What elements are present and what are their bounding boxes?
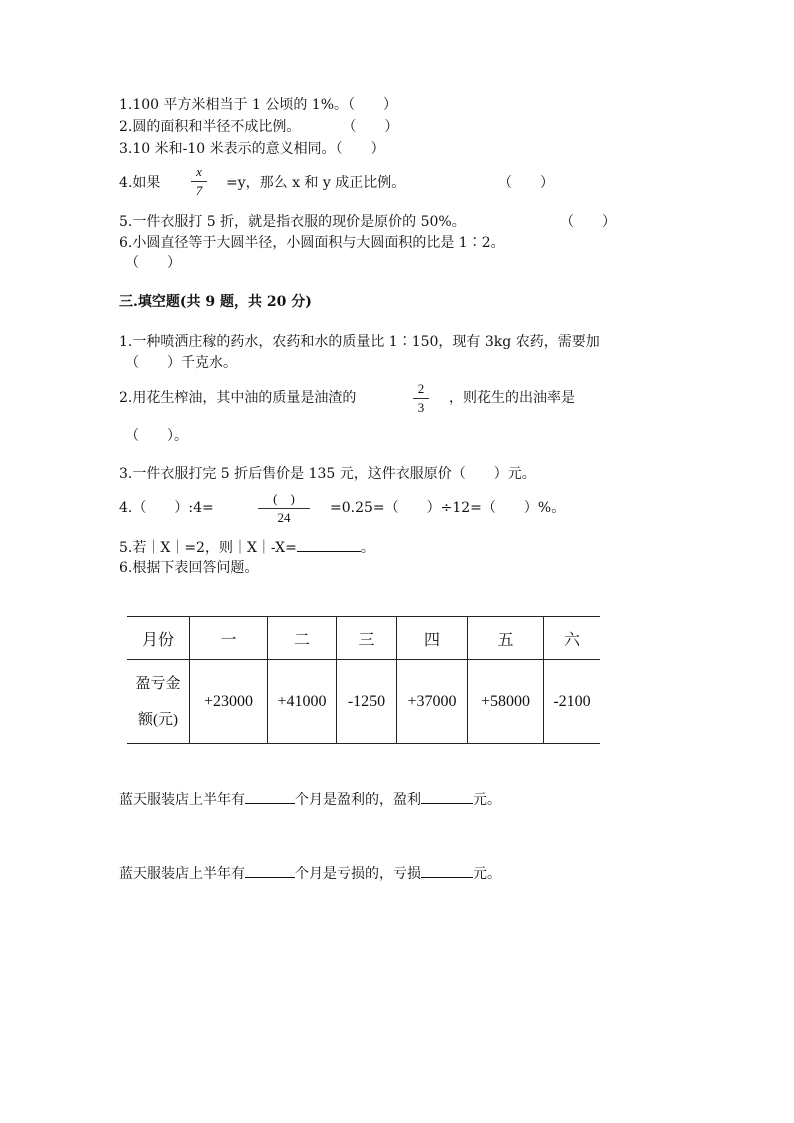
loss-question	[119, 863, 501, 884]
judge-q5: 5.一件衣服打 5 折，就是指衣服的现价是原价的 50%。	[119, 214, 466, 230]
fill-q2-text: 2.用花生榨油，其中油的质量是油渣的	[119, 390, 357, 406]
answer-blank[interactable]	[421, 789, 473, 804]
answer-blank[interactable]	[297, 537, 361, 552]
header-month-6: 六	[544, 617, 601, 660]
row-label	[127, 660, 190, 744]
profit-q-text1: 蓝天服装店上半年有	[119, 792, 245, 808]
fraction-numerator: 2	[417, 381, 425, 396]
header-month: 月份	[127, 617, 190, 660]
judge-q6: 6.小圆直径等于大圆半径，小圆面积与大圆面积的比是 1∶2。	[119, 235, 505, 251]
section-title: 三.填空题(共 9 题，共 20 分)	[119, 294, 312, 310]
judge-q1: 1.100 平方米相当于 1 公顷的 1%。（ ）	[119, 97, 397, 113]
fraction-numerator: ( )	[273, 491, 295, 506]
judge-q2: 2.圆的面积和半径不成比例。 （ ）	[119, 119, 399, 135]
fraction-denominator: 24	[277, 510, 291, 525]
fill-q2-line2: （ ）。	[125, 428, 188, 444]
fraction-denominator: 3	[417, 400, 425, 415]
profit-q-text2: 个月是盈利的，盈利	[295, 792, 421, 808]
fraction-numerator: x	[196, 164, 202, 179]
fraction-bar	[258, 508, 310, 509]
answer-blank[interactable]	[421, 863, 473, 878]
table-row	[127, 660, 600, 744]
fill-q5	[119, 537, 375, 558]
table-header-row	[127, 617, 600, 660]
judge-q4-fraction	[191, 164, 207, 199]
judge-q4-rest: =y，那么 x 和 y 成正比例。	[226, 175, 406, 191]
value-month-6: -2100	[544, 660, 601, 744]
row-label-line2: 额(元)	[138, 711, 178, 728]
header-month-5: 五	[468, 617, 544, 660]
fill-q1-line2: （ ）千克水。	[125, 355, 237, 371]
judge-q5-paren: （ ）	[560, 214, 616, 230]
fraction-bar	[191, 181, 207, 182]
judge-q3: 3.10 米和-10 米表示的意义相同。（ ）	[119, 141, 385, 157]
judge-q4-paren: （ ）	[498, 175, 554, 191]
header-month-1: 一	[190, 617, 268, 660]
fill-q4-rest: =0.25=（ ）÷12=（ ）%。	[330, 500, 566, 516]
fill-q5-text: 5.若｜X｜=2，则｜X｜-X=	[119, 540, 297, 556]
value-month-3: -1250	[337, 660, 397, 744]
fill-q2-fraction	[413, 381, 429, 416]
fraction-denominator: 7	[195, 183, 203, 198]
profit-table	[127, 616, 600, 744]
profit-q-text3: 元。	[473, 792, 501, 808]
fill-q6: 6.根据下表回答问题。	[119, 560, 259, 576]
fill-q3: 3.一件衣服打完 5 折后售价是 135 元，这件衣服原价（ ）元。	[119, 466, 536, 482]
loss-q-text1: 蓝天服装店上半年有	[119, 866, 245, 882]
fill-q4-text: 4.（ ）:4=	[119, 500, 214, 516]
profit-question	[119, 789, 501, 810]
value-month-5: +58000	[468, 660, 544, 744]
fill-q1-line1: 1.一种喷洒庄稼的药水，农药和水的质量比 1∶150，现有 3kg 农药，需要加	[119, 334, 600, 350]
fill-q4-fraction	[258, 491, 310, 526]
answer-blank[interactable]	[245, 789, 295, 804]
judge-q6-paren: （ ）	[125, 255, 181, 271]
header-month-2: 二	[268, 617, 337, 660]
loss-q-text3: 元。	[473, 866, 501, 882]
fill-q5-end: 。	[360, 540, 375, 556]
value-month-2: +41000	[268, 660, 337, 744]
header-month-3: 三	[337, 617, 397, 660]
value-month-4: +37000	[397, 660, 468, 744]
fill-q2-rest: ，则花生的出油率是	[449, 390, 575, 406]
judge-q4-text: 4.如果	[119, 175, 161, 191]
header-month-4: 四	[397, 617, 468, 660]
answer-blank[interactable]	[245, 863, 295, 878]
value-month-1: +23000	[190, 660, 268, 744]
loss-q-text2: 个月是亏损的，亏损	[295, 866, 421, 882]
row-label-line1: 盈亏金	[135, 675, 181, 692]
fraction-bar	[413, 398, 429, 399]
